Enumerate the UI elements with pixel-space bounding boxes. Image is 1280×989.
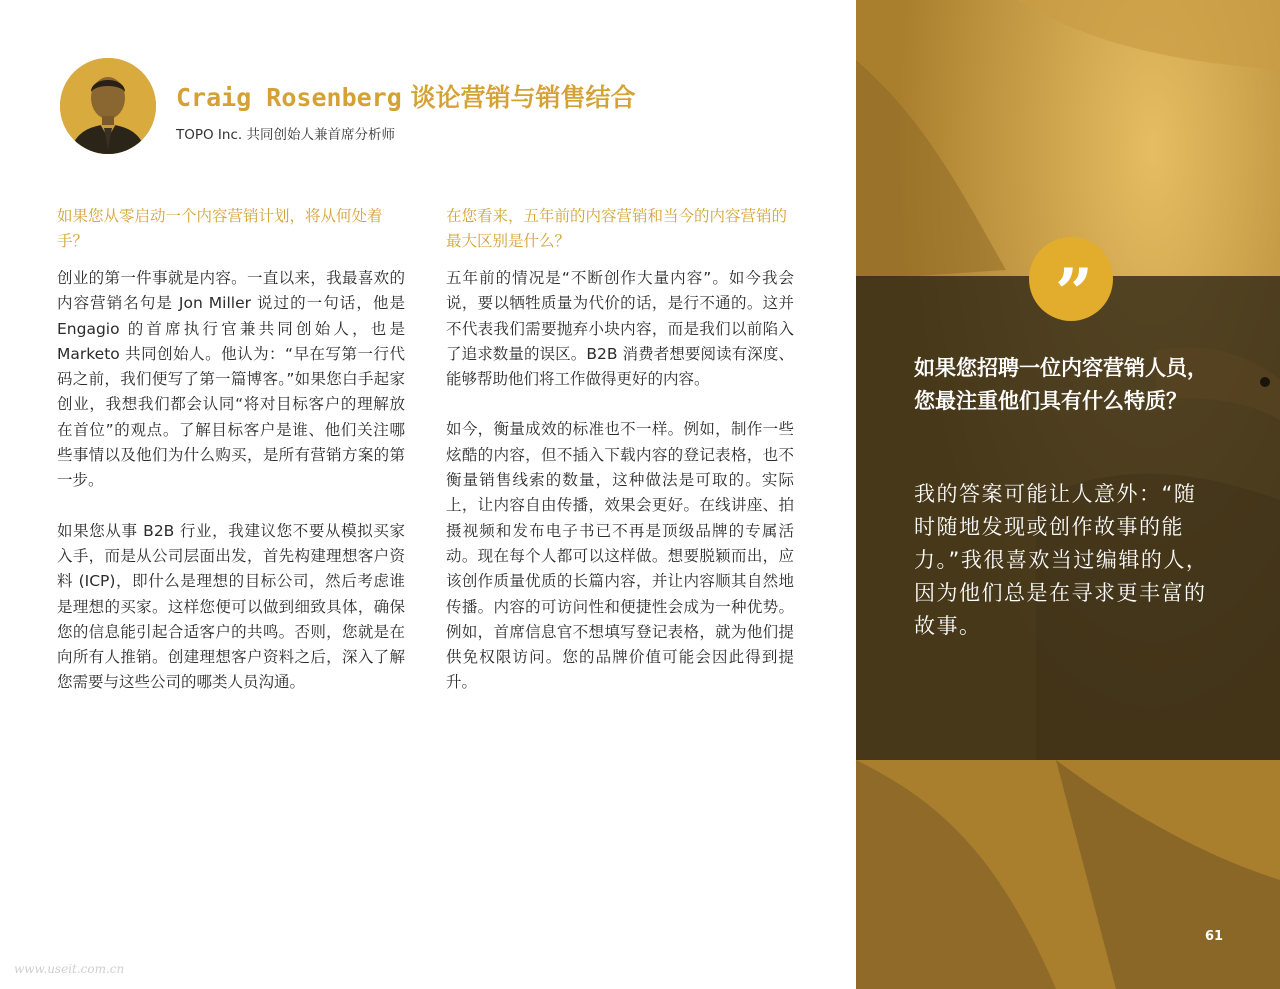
sidebar-answer: 我的答案可能让人意外：“随时随地发现或创作故事的能力。”我很喜欢当过编辑的人，因为他们总是在寻求更丰富的故事。 [914, 482, 1209, 638]
page-title [176, 78, 636, 114]
left-question: 如果您从零启动一个内容营销计划，将从何处着手？ [57, 207, 383, 250]
watermark: www.useit.com.cn [14, 962, 125, 976]
sidebar-question: 如果您招聘一位内容营销人员，您最注重他们具有什么特质？ [914, 356, 1208, 413]
author-avatar [60, 58, 156, 154]
title-topic: 谈论营销与销售结合 [401, 83, 636, 112]
left-paragraph-2: 如果您从事 B2B 行业，我建议您不要从模拟买家入手，而是从公司层面出发，首先构建理想客户资料 (ICP)，即什么是理想的目标公司，然后考虑谁是理想的买家。这样您便可以做到细致具体，确保您的信息能引起合适客户的共鸣。否则，您就是在向所有人推销。创建理想客户资料之后，深入了解您需要与这些公司的哪类人员沟通。 [57, 521, 405, 692]
right-paragraph-2: 如今，衡量成效的标准也不一样。例如，制作一些炫酷的内容，但不插入下载内容的登记表格，也不衡量销售线索的数量，这种做法是可取的。实际上，让内容自由传播，效果会更好。在线讲座、拍摄视频和发布电子书已不再是顶级品牌的专属活动。现在每个人都可以这样做。想要脱颖而出，应该创作质量优质的长篇内容，并让内容顺其自然地传播。内容的可访问性和便捷性会成为一种优势。例如，首席信息官不想填写登记表格，就为他们提供免权限访问。您的品牌价值可能会因此得到提升。 [446, 420, 794, 692]
page-number: 61 [1205, 929, 1224, 944]
author-portrait [60, 58, 156, 154]
author-name: Craig Rosenberg [176, 83, 402, 112]
left-paragraph-1: 创业的第一件事就是内容。一直以来，我最喜欢的内容营销名句是 Jon Miller 说过的一句话，他是 Engagio 的首席执行官兼共同创始人，也是 Marketo 共同创始人。他认为：“早在写第一行代码之前，我们便写了第一篇博客。”如果您白手起家创业，我想我们都会认同“将对目标客户的理解放在首位”的观点。了解目标客户是谁、他们关注哪些事情以及他们为什么购买，是所有营销方案的第一步。 [57, 269, 405, 490]
right-paragraph-1: 五年前的情况是“不断创作大量内容”。如今我会说，要以牺牲质量为代价的话，是行不通的。这并不代表我们需要抛弃小块内容，而是我们以前陷入了追求数量的误区。B2B 消费者想要阅读有深度、能够帮助他们将工作做得更好的内容。 [446, 269, 794, 389]
right-question: 在您看来，五年前的内容营销和当今的内容营销的最大区别是什么？ [446, 207, 788, 250]
author-subtitle: TOPO Inc. 共同创始人兼首席分析师 [176, 127, 395, 143]
quote-badge [1029, 237, 1113, 332]
right-column [446, 204, 794, 721]
left-column [57, 204, 405, 721]
quote-mark-icon: ” [1055, 254, 1087, 332]
